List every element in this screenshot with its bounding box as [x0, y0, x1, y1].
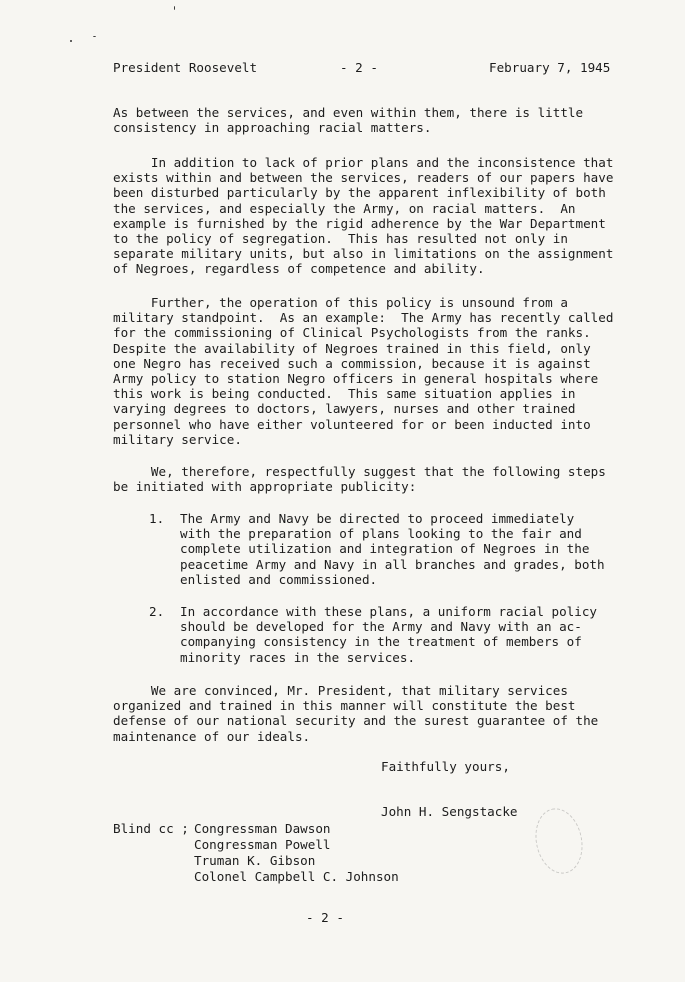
paragraph-3: Further, the operation of this policy is unsound from a military standpoint. As an example: The Army has recently called for the commissioning of Clinical Psychologists from the ranks. Despite the availability of Negroes trained in this field, only one Negro has received such a commission, because it is against Army policy to station Negro officers in general hospitals where this work is being conducted. This same situation applies in varying degrees to doctors, lawyers, nurses and other trained personnel who have either volunteered for or been inducted into military service. [113, 295, 614, 447]
archive-stamp-mark [530, 804, 589, 878]
scan-speck [174, 6, 175, 10]
header-page-marker: - 2 - [340, 60, 378, 75]
step-2-number: 2. [149, 604, 165, 619]
cc-recipient-1: Congressman Dawson [194, 821, 331, 836]
cc-recipient-2: Congressman Powell [194, 837, 331, 852]
paragraph-1: As between the services, and even within them, there is little consistency in approaching racial matters. [113, 105, 584, 136]
step-2-text: In accordance with these plans, a uniform racial policy should be developed for the Army and Navy with an ac- companying consistency in the treatment of members of minority races in the services. [180, 604, 598, 665]
header-addressee: President Roosevelt [113, 60, 258, 75]
step-1-number: 1. [149, 511, 165, 526]
blind-cc-label: Blind cc ; [113, 821, 189, 836]
paragraph-4: We, therefore, respectfully suggest that the following steps be initiated with appropriate publicity: [113, 464, 606, 495]
step-1-text: The Army and Navy be directed to proceed immediately with the preparation of plans looking to the fair and complete utilization and integration of Negroes in the peacetime Army and Navy in all branches and grades, both enlisted and commissioned. [180, 511, 605, 587]
closing-salutation: Faithfully yours, [381, 759, 510, 774]
cc-recipient-3: Truman K. Gibson [194, 853, 316, 868]
footer-page-number: - 2 - [306, 910, 344, 925]
scan-speck [70, 40, 72, 42]
closing-paragraph: We are convinced, Mr. President, that military services organized and trained in this manner will constitute the best defense of our national security and the surest guarantee of the maintenance of our ideals. [113, 683, 599, 744]
signer-name: John H. Sengstacke [381, 804, 518, 819]
scan-speck [93, 36, 96, 37]
header-date: February 7, 1945 [489, 60, 611, 75]
cc-recipient-4: Colonel Campbell C. Johnson [194, 869, 399, 884]
paragraph-2: In addition to lack of prior plans and the inconsistence that exists within and between the services, readers of our papers have been disturbed particularly by the apparent inflexibility of both the services, and especially the Army, on racial matters. An example is furnished by the rigid adherence by the War Department to the policy of segregation. This has resulted not only in separate military units, but also in limitations on the assignment of Negroes, regardless of competence and ability. [113, 155, 614, 277]
